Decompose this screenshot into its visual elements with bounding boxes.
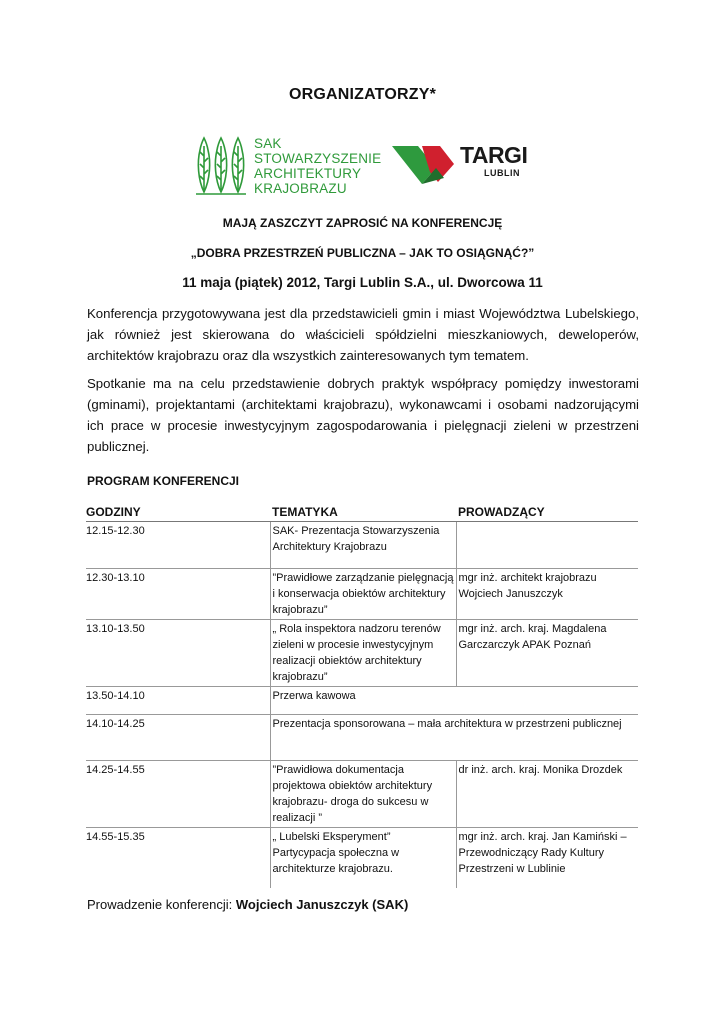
program-table (86, 503, 638, 888)
speaker-cell: mgr inż. architekt krajobrazu Wojciech Januszczyk (456, 569, 638, 620)
table-row (86, 569, 638, 620)
table-row (86, 522, 638, 569)
table-row (86, 687, 638, 715)
topic-cell: „ Lubelski Eksperyment” Partycypacja społeczna w architekturze krajobrazu. (270, 828, 456, 888)
table-row (86, 828, 638, 888)
sak-logo (192, 132, 382, 198)
topic-cell: SAK- Prezentacja Stowarzyszenia Architektury Krajobrazu (270, 522, 456, 569)
time-cell: 13.10-13.50 (86, 620, 270, 687)
time-cell: 14.55-15.35 (86, 831, 145, 843)
topic-cell: Prezentacja sponsorowana – mała architektura w przestrzeni publicznej (270, 715, 638, 761)
invitation-line: MAJĄ ZASZCZYT ZAPROSIĆ NA KONFERENCJĘ (222, 216, 503, 230)
time-cell: 14.25-14.55 (86, 761, 270, 828)
date-venue: 11 maja (piątek) 2012, Targi Lublin S.A., ul. Dworcowa 11 (182, 275, 543, 290)
intro-paragraph: Konferencja przygotowywana jest dla przedstawicieli gmin i miast Województwa Lubelskiego, jak również jest skierowana do właścicieli spółdzielni mieszkaniowych, deweloperów, architektów krajobrazu oraz dla wszystkich zainteresowanych tym tematem. (87, 306, 639, 363)
host-name: Wojciech Januszczyk (SAK) (235, 897, 409, 912)
sak-line: ARCHITEKTURY (254, 166, 362, 181)
targi-lublin-logo (392, 138, 532, 194)
speaker-cell: mgr inż. arch. kraj. Magdalena Garczarczyk APAK Poznań (456, 620, 638, 687)
targi-mark-icon (392, 144, 456, 186)
host-label: Prowadzenie konferencji: (87, 897, 236, 912)
sak-logo-text (254, 136, 381, 196)
conference-host (87, 897, 408, 912)
goal-paragraph: Spotkanie ma na celu przedstawienie dobrych praktyk współpracy pomiędzy inwestorami (gminami), projektantami (architektami krajobrazu), wykonawcami i osobami nadzorującymi ich prace w procesie inwestycyjnym zagospodarowania i pielęgnacji zieleni w przestrzeni publicznej. (87, 376, 639, 454)
sak-line: SAK (254, 136, 282, 151)
table-row (86, 715, 638, 761)
topic-cell: Przerwa kawowa (270, 687, 638, 715)
sak-line: KRAJOBRAZU (254, 181, 347, 196)
column-header: GODZINY (86, 503, 270, 522)
table-row (86, 620, 638, 687)
table-row (86, 761, 638, 828)
time-cell: 13.50-14.10 (86, 687, 270, 715)
time-cell: 12.30-13.10 (86, 569, 270, 620)
topic-cell: „ Rola inspektora nadzoru terenów zieleni w procesie inwestycyjnym realizacji obiektów architektury krajobrazu” (270, 620, 456, 687)
topic-cell: ”Prawidłowa dokumentacja projektowa obiektów architektury krajobrazu- droga do sukcesu w realizacji ” (270, 761, 456, 828)
table-header-row (86, 503, 638, 522)
time-cell: 12.15-12.30 (86, 522, 270, 569)
page-heading: ORGANIZATORZY* (288, 86, 437, 103)
column-header: PROWADZĄCY (456, 503, 638, 522)
column-header: TEMATYKA (270, 503, 456, 522)
sak-trees-icon (194, 136, 248, 196)
organizer-logos (192, 132, 532, 200)
conference-title: „DOBRA PRZESTRZEŃ PUBLICZNA – JAK TO OSIĄGNĄĆ?” (190, 246, 535, 260)
program-title: PROGRAM KONFERENCJI (87, 474, 240, 488)
targi-word: TARGI (460, 142, 528, 168)
targi-sub: LUBLIN (484, 168, 520, 178)
time-cell: 14.10-14.25 (86, 715, 270, 761)
speaker-cell: mgr inż. arch. kraj. Jan Kamiński – Przewodniczący Rady Kultury Przestrzeni w Lublinie (456, 828, 638, 888)
sak-line: STOWARZYSZENIE (254, 151, 382, 166)
speaker-cell: dr inż. arch. kraj. Monika Drozdek (456, 761, 638, 828)
topic-cell: ”Prawidłowe zarządzanie pielęgnacją i konserwacja obiektów architektury krajobrazu” (270, 569, 456, 620)
speaker-cell (456, 522, 638, 569)
